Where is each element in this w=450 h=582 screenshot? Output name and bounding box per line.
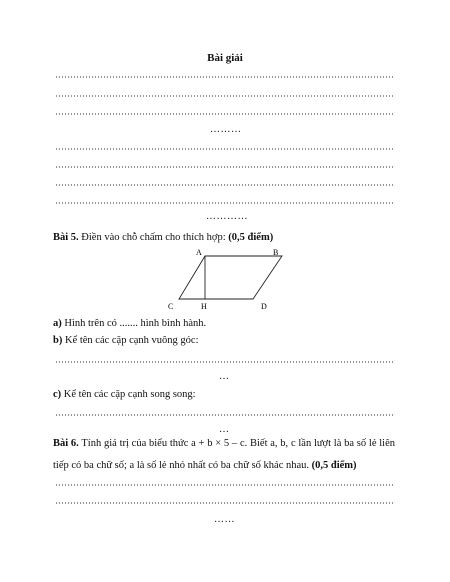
vertex-label-a: A: [196, 248, 202, 257]
part-b-text: Kể tên các cặp cạnh vuông góc:: [62, 335, 199, 346]
part-c-text: Kể tên các cặp cạnh song song:: [61, 389, 196, 400]
bai6-heading: Bài 6.: [53, 438, 79, 449]
parallelogram-shape: [179, 256, 282, 299]
ellipsis: …………: [206, 211, 248, 222]
answer-line: [55, 202, 395, 204]
bai5-part-a: [53, 318, 206, 329]
bai6-text: Tính giá trị của biểu thức a + b × 5 – c. Biết a, b, c lần lượt là ba số lẻ liên tiếp có ba chữ số; a là số lẻ nhỏ nhất có ba chữ số khác nhau.: [53, 438, 395, 471]
answer-line: [55, 113, 395, 115]
part-c-label: c): [53, 389, 62, 400]
bai5-text: Điền vào chỗ chấm cho thích hợp:: [78, 232, 229, 243]
answer-line: [55, 148, 395, 150]
answer-line: [55, 414, 395, 416]
ellipsis: …: [219, 371, 230, 382]
parallelogram-figure: [160, 245, 300, 315]
vertex-label-d: D: [261, 302, 267, 311]
bai6-prompt: [53, 433, 395, 477]
bai5-heading: Bài 5.: [53, 232, 79, 243]
part-b-label: b): [53, 335, 63, 346]
answer-line: [55, 361, 395, 363]
vertex-label-c: C: [168, 302, 174, 311]
answer-line: [55, 484, 395, 486]
answer-line: [55, 502, 395, 504]
answer-line: [55, 184, 395, 186]
vertex-label-h: H: [201, 302, 207, 311]
bai5-part-b: [53, 335, 199, 346]
ellipsis: ………: [210, 124, 242, 135]
vertex-label-b: B: [273, 248, 279, 257]
answer-line: [55, 166, 395, 168]
ellipsis: …: [219, 424, 230, 435]
bai5-score: (0,5 điểm): [228, 232, 274, 243]
ellipsis: ……: [214, 514, 235, 525]
bai5-part-c: [53, 389, 196, 400]
bai5-prompt: [53, 232, 273, 243]
answer-line: [55, 95, 395, 97]
solution-title: Bài giải: [207, 52, 243, 64]
part-a-label: a): [53, 318, 62, 329]
bai6-score: (0,5 điểm): [311, 460, 357, 471]
answer-line: [55, 76, 395, 78]
part-a-text: Hình trên có ....... hình bình hành.: [61, 318, 207, 329]
